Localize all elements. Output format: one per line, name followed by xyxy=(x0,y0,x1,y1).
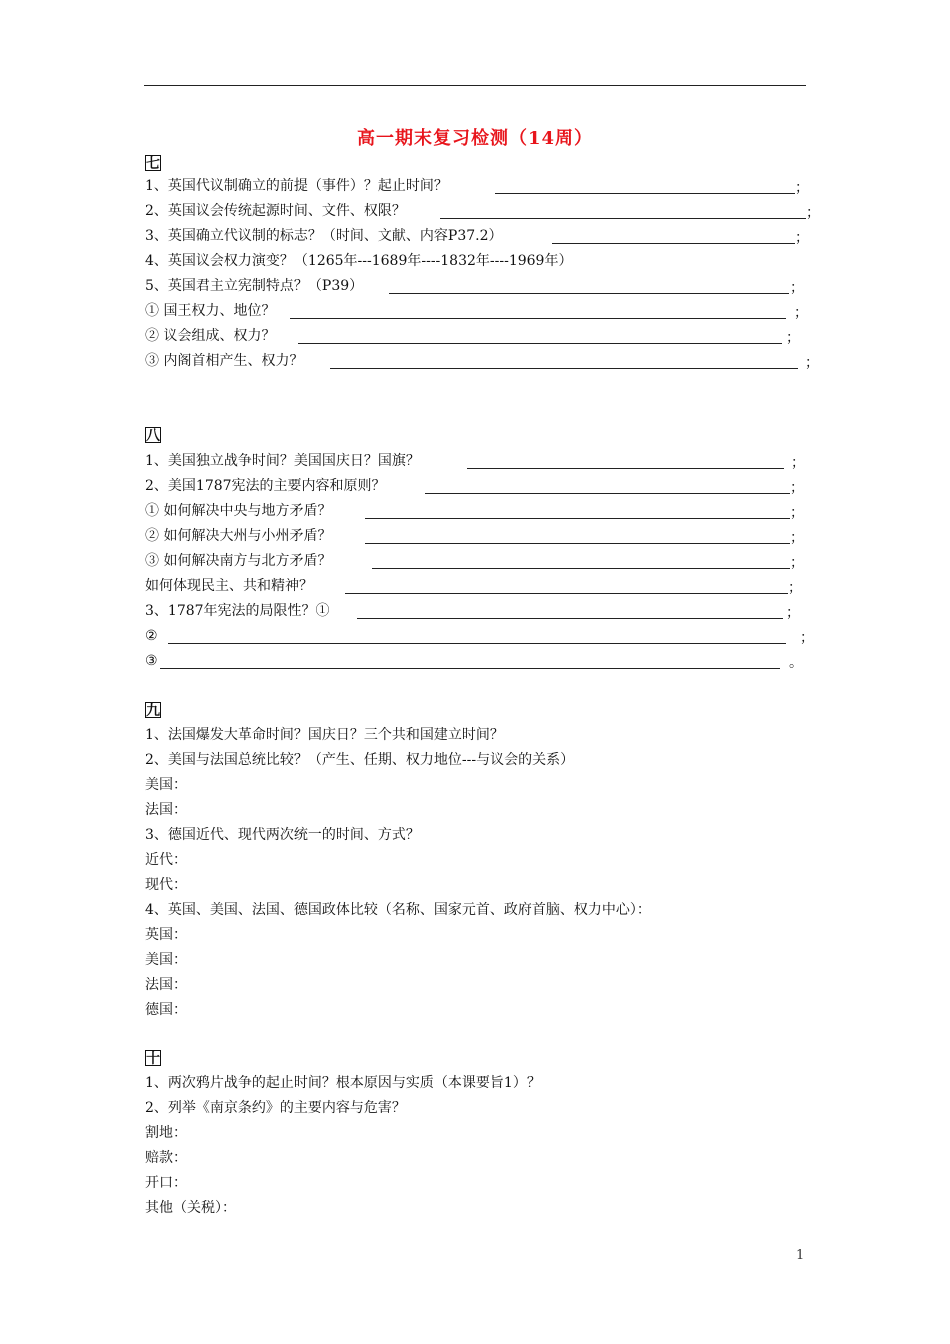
sec10-q2c: 开口： xyxy=(145,1175,187,1191)
answer-blank[interactable] xyxy=(365,518,790,519)
sec8-q1: 1、美国独立战争时间？美国国庆日？国旗？ xyxy=(145,453,420,469)
answer-blank[interactable] xyxy=(345,593,788,594)
sec7-q5: 5、英国君主立宪制特点？（P39） xyxy=(145,278,364,294)
answer-blank[interactable] xyxy=(467,468,784,469)
semicolon: ； xyxy=(786,605,800,621)
page-title: 高一期末复习检测（14周） xyxy=(356,128,594,149)
answer-blank[interactable] xyxy=(389,293,789,294)
sec10-q2d: 其他（关税）： xyxy=(145,1200,236,1216)
semicolon: ； xyxy=(795,230,809,246)
section-10-label: 十 xyxy=(146,1051,160,1067)
sec10-q2: 2、列举《南京条约》的主要内容与危害？ xyxy=(145,1100,406,1116)
answer-blank[interactable] xyxy=(298,343,782,344)
sec9-q4d: 德国： xyxy=(145,1002,187,1018)
sec10-q1: 1、两次鸦片战争的起止时间？根本原因与实质（本课要旨1）？ xyxy=(145,1075,541,1091)
semicolon: ； xyxy=(790,480,804,496)
answer-blank[interactable] xyxy=(160,668,780,669)
sec9-q3a: 近代： xyxy=(145,852,187,868)
semicolon: ； xyxy=(790,530,804,546)
answer-blank[interactable] xyxy=(552,243,795,244)
sec8-q2b: ② 如何解决大州与小州矛盾？ xyxy=(145,528,332,544)
sec9-q4a: 英国： xyxy=(145,927,187,943)
semicolon: ； xyxy=(790,555,804,571)
answer-blank[interactable] xyxy=(357,618,783,619)
sec9-q3b: 现代： xyxy=(145,877,187,893)
answer-blank[interactable] xyxy=(168,643,786,644)
sec8-q2: 2、美国1787宪法的主要内容和原则？ xyxy=(145,478,386,494)
answer-blank[interactable] xyxy=(290,318,786,319)
semicolon: ； xyxy=(805,355,819,371)
sec9-q2a: 美国： xyxy=(145,777,187,793)
page-number: 1 xyxy=(796,1248,805,1263)
sec9-q2: 2、美国与法国总统比较？（产生、任期、权力地位---与议会的关系） xyxy=(145,752,575,768)
sec8-q3: 3、1787年宪法的局限性？① xyxy=(145,603,330,619)
sec7-q4: 4、英国议会权力演变？（1265年---1689年----1832年----1969年） xyxy=(145,253,573,269)
sec9-q1: 1、法国爆发大革命时间？国庆日？三个共和国建立时间？ xyxy=(145,727,504,743)
sec9-q2b: 法国： xyxy=(145,802,187,818)
sec7-q1: 1、英国代议制确立的前提（事件）？起止时间？ xyxy=(145,178,448,194)
period: 。 xyxy=(789,655,803,671)
answer-blank[interactable] xyxy=(425,493,790,494)
sec7-q5a: ① 国王权力、地位？ xyxy=(145,303,276,319)
sec10-q2a: 割地： xyxy=(145,1125,187,1141)
sec10-q2b: 赔款： xyxy=(145,1150,187,1166)
sec9-q4b: 美国： xyxy=(145,952,187,968)
answer-blank[interactable] xyxy=(330,368,798,369)
sec7-q5c: ③ 内阁首相产生、权力？ xyxy=(145,353,304,369)
semicolon: ； xyxy=(790,505,804,521)
sec8-q2d: 如何体现民主、共和精神？ xyxy=(145,578,313,594)
semicolon: ； xyxy=(786,330,800,346)
semicolon: ； xyxy=(795,180,809,196)
sec8-q2a: ① 如何解决中央与地方矛盾？ xyxy=(145,503,332,519)
sec8-q3c: ③ xyxy=(145,653,158,669)
section-8-label: 八 xyxy=(146,428,160,444)
answer-blank[interactable] xyxy=(440,218,806,219)
sec7-q5b: ② 议会组成、权力？ xyxy=(145,328,276,344)
answer-blank[interactable] xyxy=(372,568,790,569)
section-7-label: 七 xyxy=(146,156,160,172)
semicolon: ； xyxy=(800,630,814,646)
semicolon: ； xyxy=(806,205,820,221)
header-rule xyxy=(144,85,806,86)
semicolon: ； xyxy=(788,580,802,596)
sec7-q2: 2、英国议会传统起源时间、文件、权限？ xyxy=(145,203,406,219)
semicolon: ； xyxy=(794,305,808,321)
answer-blank[interactable] xyxy=(495,193,795,194)
sec9-q4c: 法国： xyxy=(145,977,187,993)
section-9-label: 九 xyxy=(146,703,160,719)
sec8-q3b: ② xyxy=(145,628,158,644)
semicolon: ； xyxy=(791,455,805,471)
sec9-q4: 4、英国、美国、法国、德国政体比较（名称、国家元首、政府首脑、权力中心）： xyxy=(145,902,651,918)
answer-blank[interactable] xyxy=(365,543,790,544)
sec9-q3: 3、德国近代、现代两次统一的时间、方式？ xyxy=(145,827,420,843)
semicolon: ； xyxy=(790,280,804,296)
sec7-q3: 3、英国确立代议制的标志？（时间、文献、内容P37.2） xyxy=(145,228,503,244)
sec8-q2c: ③ 如何解决南方与北方矛盾？ xyxy=(145,553,332,569)
